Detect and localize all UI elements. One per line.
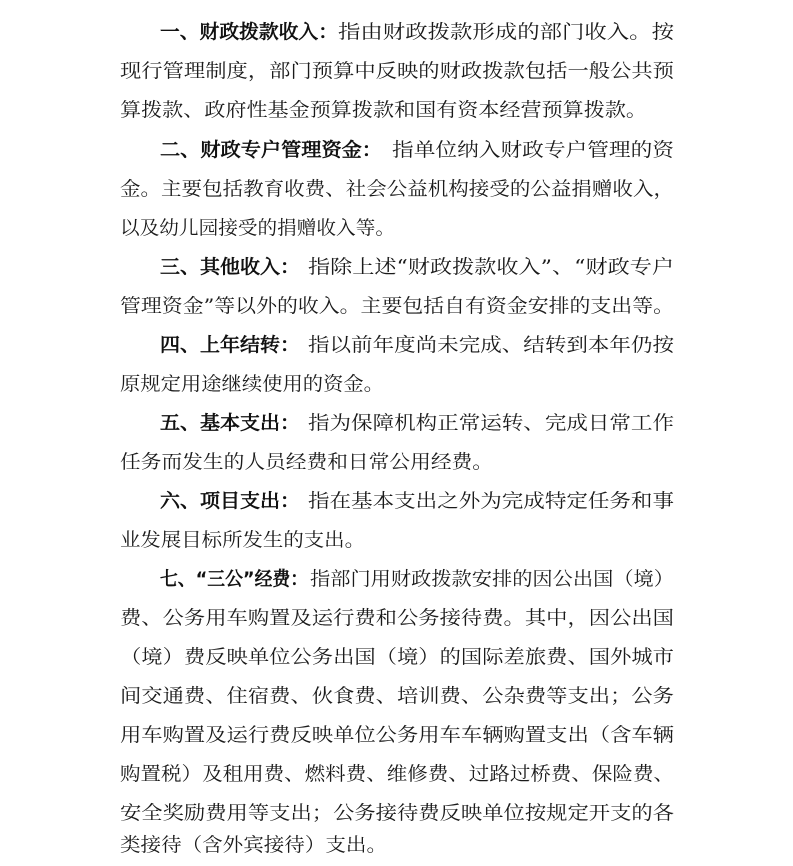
paragraph-text: 业发展目标所发生的支出。 (120, 529, 365, 551)
paragraph-text: 类接待（含外宾接待）支出。 (120, 834, 387, 856)
paragraph-text: 指由财政拨款形成的部门收入。按 (338, 21, 674, 43)
section-heading-three-public-expenses: 七、“三公”经费： (160, 568, 308, 590)
paragraph-text: 指单位纳入财政专户管理的资 (392, 139, 674, 161)
paragraph-line (0, 755, 793, 794)
paragraph-line (0, 326, 793, 365)
section-heading-basic-expenditure: 五、基本支出： (160, 412, 300, 434)
paragraph-line (0, 248, 793, 287)
paragraph-line (0, 404, 793, 443)
paragraph-text: 费、公务用车购置及运行费和公务接待费。其中，因公出国 (120, 607, 674, 629)
paragraph-line (0, 13, 793, 52)
section-heading-project-expenditure: 六、项目支出： (160, 490, 300, 512)
paragraph-line (0, 521, 793, 560)
paragraph-text: 管理资金”等以外的收入。主要包括自有资金安排的支出等。 (120, 295, 674, 317)
paragraph-line (0, 365, 793, 404)
paragraph-text: 安全奖励费用等支出；公务接待费反映单位按规定开支的各 (120, 802, 674, 824)
paragraph-line (0, 170, 793, 209)
paragraph-text: 指在基本支出之外为完成特定任务和事 (308, 490, 674, 512)
paragraph-line (0, 716, 793, 755)
paragraph-text: 间交通费、住宿费、伙食费、培训费、公杂费等支出；公务 (120, 685, 674, 707)
paragraph-line (0, 482, 793, 521)
paragraph-line (0, 91, 793, 130)
paragraph-text: （境）费反映单位公务出国（境）的国际差旅费、国外城市 (120, 646, 674, 668)
paragraph-text: 指除上述“财政拨款收入”、“财政专户 (308, 256, 674, 278)
paragraph-line (0, 131, 793, 170)
paragraph-text: 指部门用财政拨款安排的因公出国（境） (310, 568, 674, 590)
paragraph-line (0, 677, 793, 716)
section-heading-prior-year-carryover: 四、上年结转： (160, 334, 300, 356)
paragraph-line (0, 52, 793, 91)
section-heading-other-income: 三、其他收入： (160, 256, 300, 278)
paragraph-line (0, 443, 793, 482)
paragraph-line (0, 826, 793, 865)
paragraph-text: 任务而发生的人员经费和日常公用经费。 (120, 451, 493, 473)
paragraph-line (0, 560, 793, 599)
paragraph-text: 算拨款、政府性基金预算拨款和国有资本经营预算拨款。 (120, 99, 647, 121)
paragraph-line (0, 287, 793, 326)
paragraph-text: 现行管理制度，部门预算中反映的财政拨款包括一般公共预 (120, 60, 674, 82)
paragraph-text: 用车购置及运行费反映单位公务用车车辆购置支出（含车辆 (120, 724, 674, 746)
paragraph-line (0, 638, 793, 677)
section-heading-fiscal-appropriation-income: 一、财政拨款收入： (160, 21, 338, 43)
paragraph-text: 原规定用途继续使用的资金。 (120, 373, 384, 395)
section-heading-fiscal-special-account-funds: 二、财政专户管理资金： (160, 139, 382, 161)
paragraph-text: 指为保障机构正常运转、完成日常工作 (308, 412, 674, 434)
paragraph-line (0, 599, 793, 638)
paragraph-text: 购置税）及租用费、燃料费、维修费、过路过桥费、保险费、 (120, 763, 674, 785)
paragraph-line (0, 209, 793, 248)
paragraph-text: 指以前年度尚未完成、结转到本年仍按 (308, 334, 674, 356)
paragraph-text: 金。主要包括教育收费、社会公益机构接受的公益捐赠收入， (120, 178, 674, 200)
paragraph-text: 以及幼儿园接受的捐赠收入等。 (120, 217, 395, 239)
